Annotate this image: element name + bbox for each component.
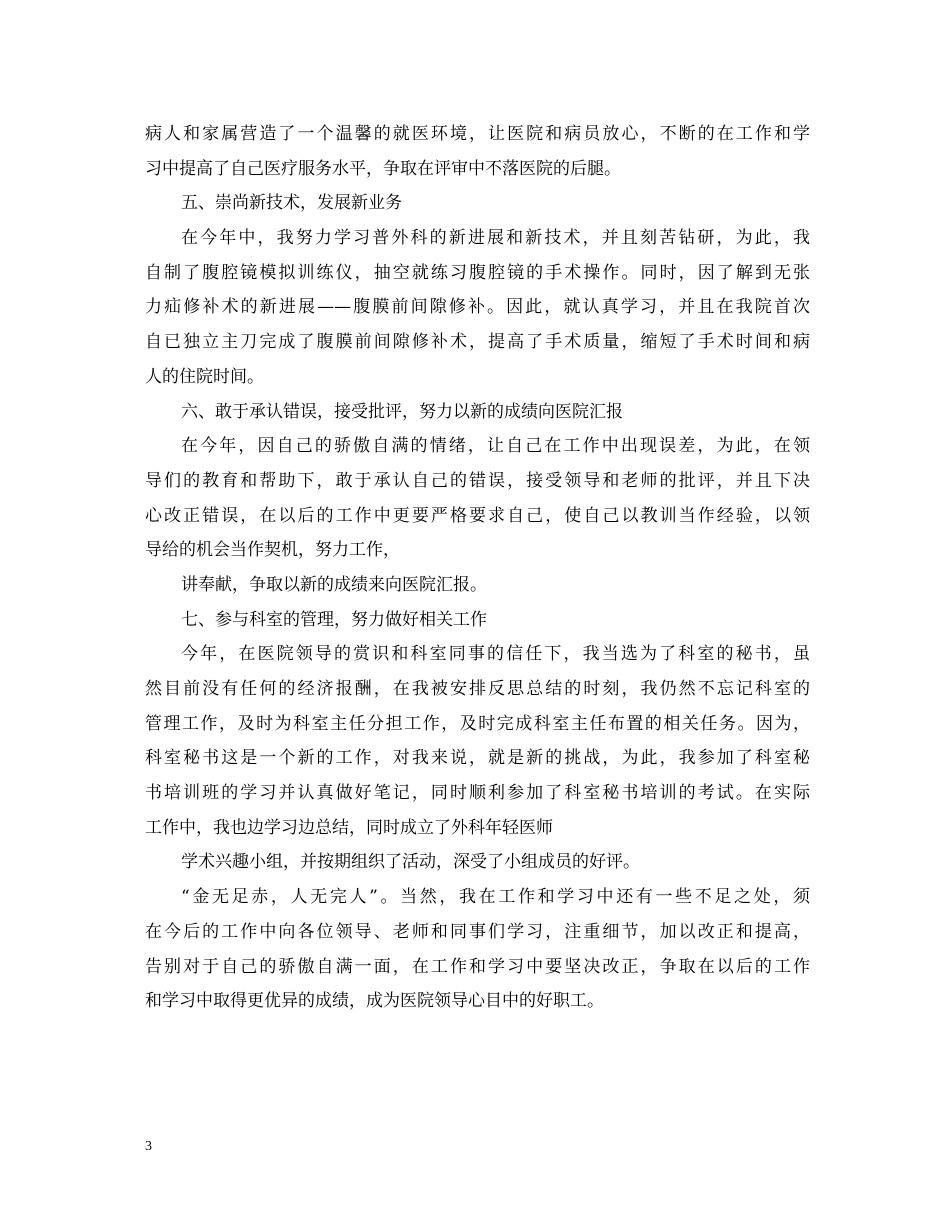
body-text bbox=[145, 117, 810, 1019]
text-line: 自已独立主刀完成了腹膜前间隙修补术，提高了手术质量，缩短了手术时间和病 bbox=[145, 332, 810, 353]
text-line: 病人和家属营造了一个温馨的就医环境，让医院和病员放心，不断的在工作和学 bbox=[145, 124, 810, 144]
text-line: 六、敢于承认错误，接受批评，努力以新的成绩向医院汇报 bbox=[181, 401, 623, 422]
text-line: 告别对于自己的骄傲自满一面，在工作和学习中要坚决改正，争取在以后的工作 bbox=[145, 956, 810, 977]
text-line: 力疝修补术的新进展——腹膜前间隙修补。因此，就认真学习，并且在我院首次 bbox=[145, 297, 810, 318]
page-number: 3 bbox=[145, 1139, 152, 1154]
text-line: 五、崇尚新技术，发展新业务 bbox=[181, 193, 402, 214]
text-line: 在今后的工作中向各位领导、老师和同事们学习，注重细节，加以改正和提高， bbox=[145, 921, 810, 942]
text-line: 科室秘书这是一个新的工作，对我来说，就是新的挑战，为此，我参加了科室秘 bbox=[145, 748, 810, 769]
text-line: 书培训班的学习并认真做好笔记，同时顺利参加了科室秘书培训的考试。在实际 bbox=[145, 783, 810, 804]
text-line: 心改正错误，在以后的工作中更要严格要求自己，使自己以教训当作经验，以领 bbox=[145, 505, 810, 526]
text-line: 导给的机会当作契机，努力工作， bbox=[145, 540, 400, 561]
text-line: 工作中，我也边学习边总结，同时成立了外科年轻医师 bbox=[145, 817, 553, 838]
text-line: 学术兴趣小组，并按期组织了活动，深受了小组成员的好评。 bbox=[181, 852, 640, 873]
text-line: 在今年，因自己的骄傲自满的情绪，让自己在工作中出现误差，为此，在领 bbox=[181, 436, 810, 457]
text-line: 在今年中，我努力学习普外科的新进展和新技术，并且刻苦钻研，为此，我 bbox=[181, 228, 810, 249]
text-line: 人的住院时间。 bbox=[145, 366, 264, 387]
text-line: 导们的教育和帮助下，敢于承认自己的错误，接受领导和老师的批评，并且下决 bbox=[145, 470, 810, 491]
text-line: 讲奉献，争取以新的成绩来向医院汇报。 bbox=[181, 574, 487, 595]
text-line: 然目前没有任何的经济报酬，在我被安排反思总结的时刻，我仍然不忘记科室的 bbox=[145, 679, 810, 699]
text-line: 习中提高了自己医疗服务水平，争取在评审中不落医院的后腿。 bbox=[145, 158, 621, 179]
text-line: “金无足赤，人无完人”。当然，我在工作和学习中还有一些不足之处，须 bbox=[181, 887, 810, 908]
text-line: 今年，在医院领导的赏识和科室同事的信任下，我当选为了科室的秘书，虽 bbox=[181, 644, 810, 665]
text-line: 和学习中取得更优异的成绩，成为医院领导心目中的好职工。 bbox=[145, 991, 604, 1012]
text-line: 管理工作，及时为科室主任分担工作，及时完成科室主任布置的相关任务。因为， bbox=[145, 713, 810, 734]
text-line: 七、参与科室的管理，努力做好相关工作 bbox=[181, 609, 487, 630]
text-line: 自制了腹腔镜模拟训练仪，抽空就练习腹腔镜的手术操作。同时，因了解到无张 bbox=[145, 262, 810, 283]
